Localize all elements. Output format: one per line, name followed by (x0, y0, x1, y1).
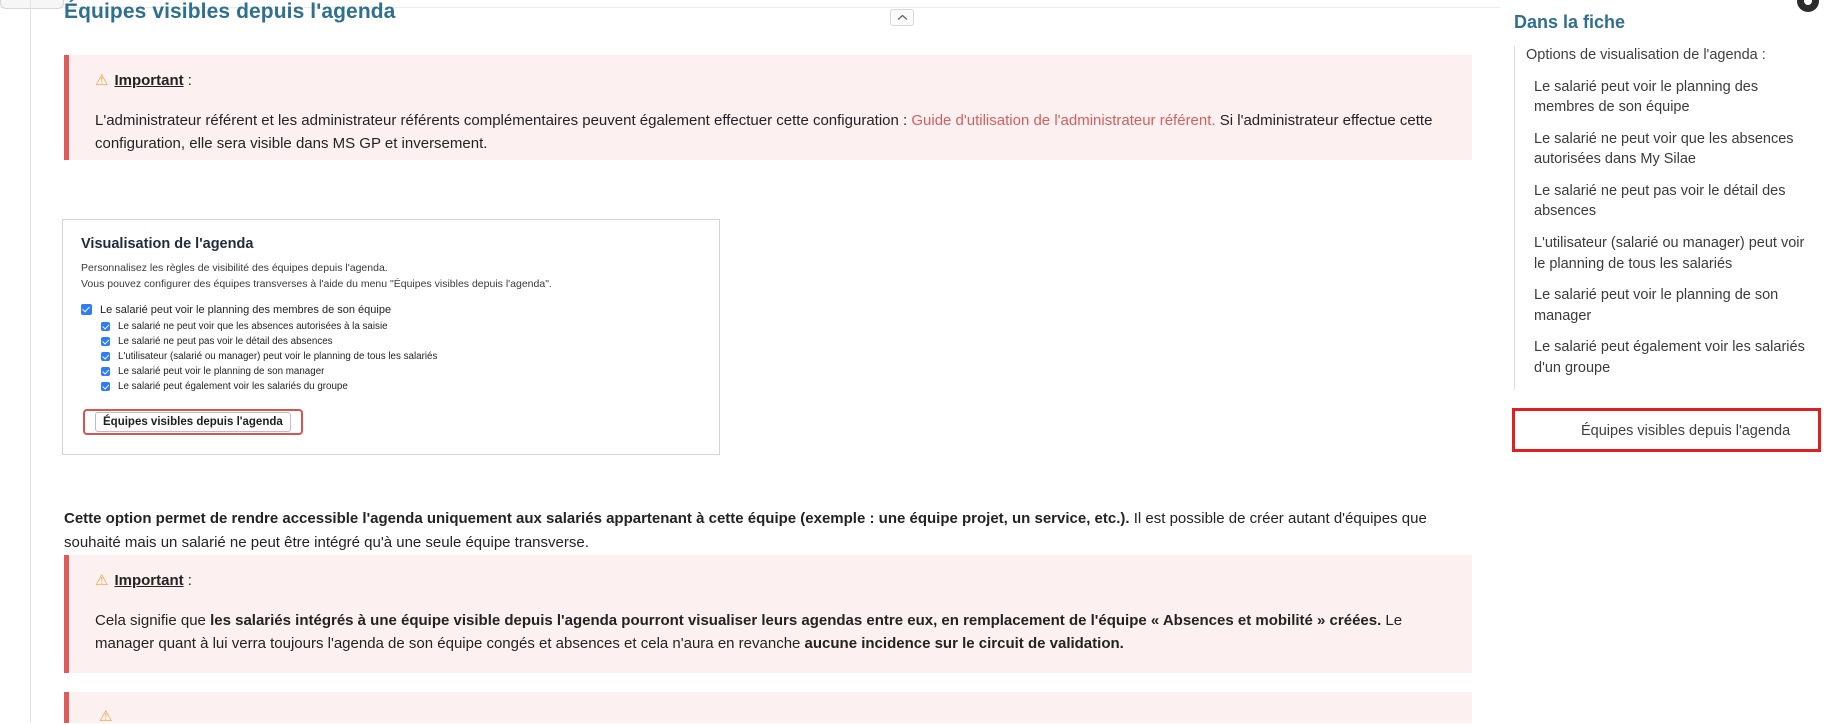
toc-item-planning-manager[interactable]: Le salarié peut voir le planning de son manager (1534, 287, 1779, 324)
body-paragraph-rest: Il est possible de créer autant d'équipes que souhaité mais un salarié ne peut être intégré qu'à une seule équipe transverse. (64, 510, 1427, 551)
callout-1-header (95, 71, 1450, 89)
figure-sub-option-row[interactable] (101, 351, 703, 362)
body-paragraph-bold: Cette option permet de rendre accessible l'agenda uniquement aux salariés appartenant à cette équipe (exemple : une équipe projet, un service, etc.). (64, 510, 1130, 527)
checkbox-checked-icon[interactable] (101, 382, 110, 391)
figure-subtitle-line-2: Vous pouvez configurer des équipes transverses à l'aide du menu "Équipes visibles depuis l'agenda". (81, 277, 552, 290)
toc-title: Dans la fiche (1514, 12, 1626, 32)
figure-sub-option-label: Le salarié ne peut pas voir le détail des absences (118, 335, 333, 347)
callout-1-text-before: L'administrateur référent et les administrateur référents complémentaires peuvent également effectuer cette configuration : (95, 112, 912, 129)
toc-item-planning-membres-equipe[interactable]: Le salarié peut voir le planning des membres de son équipe (1534, 78, 1759, 116)
toc-item-salaries-groupe[interactable]: Le salarié peut également voir les salariés d'un groupe (1534, 339, 1805, 376)
callout-2-text-mid: Le manager quant à lui verra toujours l'agenda de son équipe congés et absences et cela n'aura en revanche (95, 612, 1403, 653)
figure-sub-option-label: Le salarié peut également voir les salariés du groupe (118, 380, 348, 392)
callout-2-body (95, 609, 1450, 656)
figure-main-option-label: Le salarié peut voir le planning des membres de son équipe (100, 303, 392, 316)
toc-item-planning-tous-salaries[interactable]: L'utilisateur (salarié ou manager) peut voir le planning de tous les salariés (1534, 235, 1805, 272)
toc-left-divider (1514, 46, 1515, 390)
callout-2-header (95, 571, 1450, 589)
figure-highlight-box (83, 409, 303, 435)
warning-triangle-icon: ⚠ (95, 572, 109, 589)
toc-item-equipes-visibles-highlight[interactable] (1512, 408, 1821, 452)
figure-subtitle (81, 261, 703, 293)
callout-2-bold-1: les salariés intégrés à une équipe visible depuis l'agenda pourront visualiser leurs agendas entre eux, en remplacement de l'équipe « Absences et mobilité » créées. (210, 612, 1382, 629)
admin-guide-link[interactable]: Guide d'utilisation de l'administrateur référent. (911, 112, 1216, 129)
figure-sub-option-label: Le salarié peut voir le planning de son manager (118, 365, 325, 377)
table-of-contents (1500, 0, 1827, 390)
important-callout-2 (64, 555, 1472, 673)
equipes-visibles-button[interactable]: Équipes visibles depuis l'agenda (95, 412, 291, 432)
callout-2-label: Important (114, 572, 184, 589)
toc-sidebar (1500, 0, 1827, 723)
checkbox-checked-icon[interactable] (101, 322, 110, 331)
warning-triangle-icon: ⚠ (95, 72, 109, 89)
content-left-divider (30, 0, 31, 723)
callout-1-colon: : (183, 72, 192, 89)
figure-subtitle-line-1: Personnalisez les règles de visibilité des équipes depuis l'agenda. (81, 262, 388, 274)
important-callout-1 (64, 55, 1472, 160)
collapse-section-button[interactable] (890, 9, 914, 26)
figure-sub-option-label: Le salarié ne peut voir que les absences autorisées à la saisie (118, 320, 388, 332)
page-title: Équipes visibles depuis l'agenda (64, 0, 396, 23)
figure-sub-option-row[interactable] (101, 336, 703, 347)
figure-sub-option-row[interactable] (101, 381, 703, 392)
checkbox-checked-icon[interactable] (101, 352, 110, 361)
toc-item-options-visualisation[interactable]: Options de visualisation de l'agenda : (1526, 47, 1766, 63)
checkbox-checked-icon[interactable] (101, 367, 110, 376)
figure-title: Visualisation de l'agenda (81, 236, 254, 252)
agenda-visibility-figure (62, 219, 720, 455)
figure-sub-option-label: L'utilisateur (salarié ou manager) peut voir le planning de tous les salariés (118, 350, 438, 362)
toc-item-equipes-visibles-label: Équipes visibles depuis l'agenda (1581, 423, 1791, 439)
chevron-up-icon (897, 14, 908, 21)
callout-1-body (95, 109, 1450, 156)
callout-1-label: Important (114, 72, 184, 89)
figure-main-option-row[interactable] (81, 304, 703, 316)
checkbox-checked-icon[interactable] (81, 304, 92, 315)
callout-2-colon: : (183, 572, 192, 589)
toc-item-absences-autorisees[interactable]: Le salarié ne peut voir que les absences autorisées dans My Silae (1534, 130, 1794, 168)
warning-triangle-icon: ⚠ (99, 708, 113, 725)
browser-tab-fragment[interactable] (0, 0, 64, 9)
figure-sub-option-row[interactable] (101, 321, 703, 332)
callout-2-text-start: Cela signifie que (95, 612, 211, 629)
body-paragraph (64, 507, 1472, 554)
checkbox-checked-icon[interactable] (101, 337, 110, 346)
toc-item-detail-absences[interactable]: Le salarié ne peut pas voir le détail des absences (1534, 182, 1786, 220)
callout-1-text-after: Si l'administrateur effectue cette configuration, elle sera visible dans MS GP et inversement. (95, 112, 1433, 153)
figure-sub-option-row[interactable] (101, 366, 703, 377)
callout-2-bold-2: aucune incidence sur le circuit de validation. (804, 635, 1124, 653)
important-callout-3-partial (64, 692, 1472, 723)
